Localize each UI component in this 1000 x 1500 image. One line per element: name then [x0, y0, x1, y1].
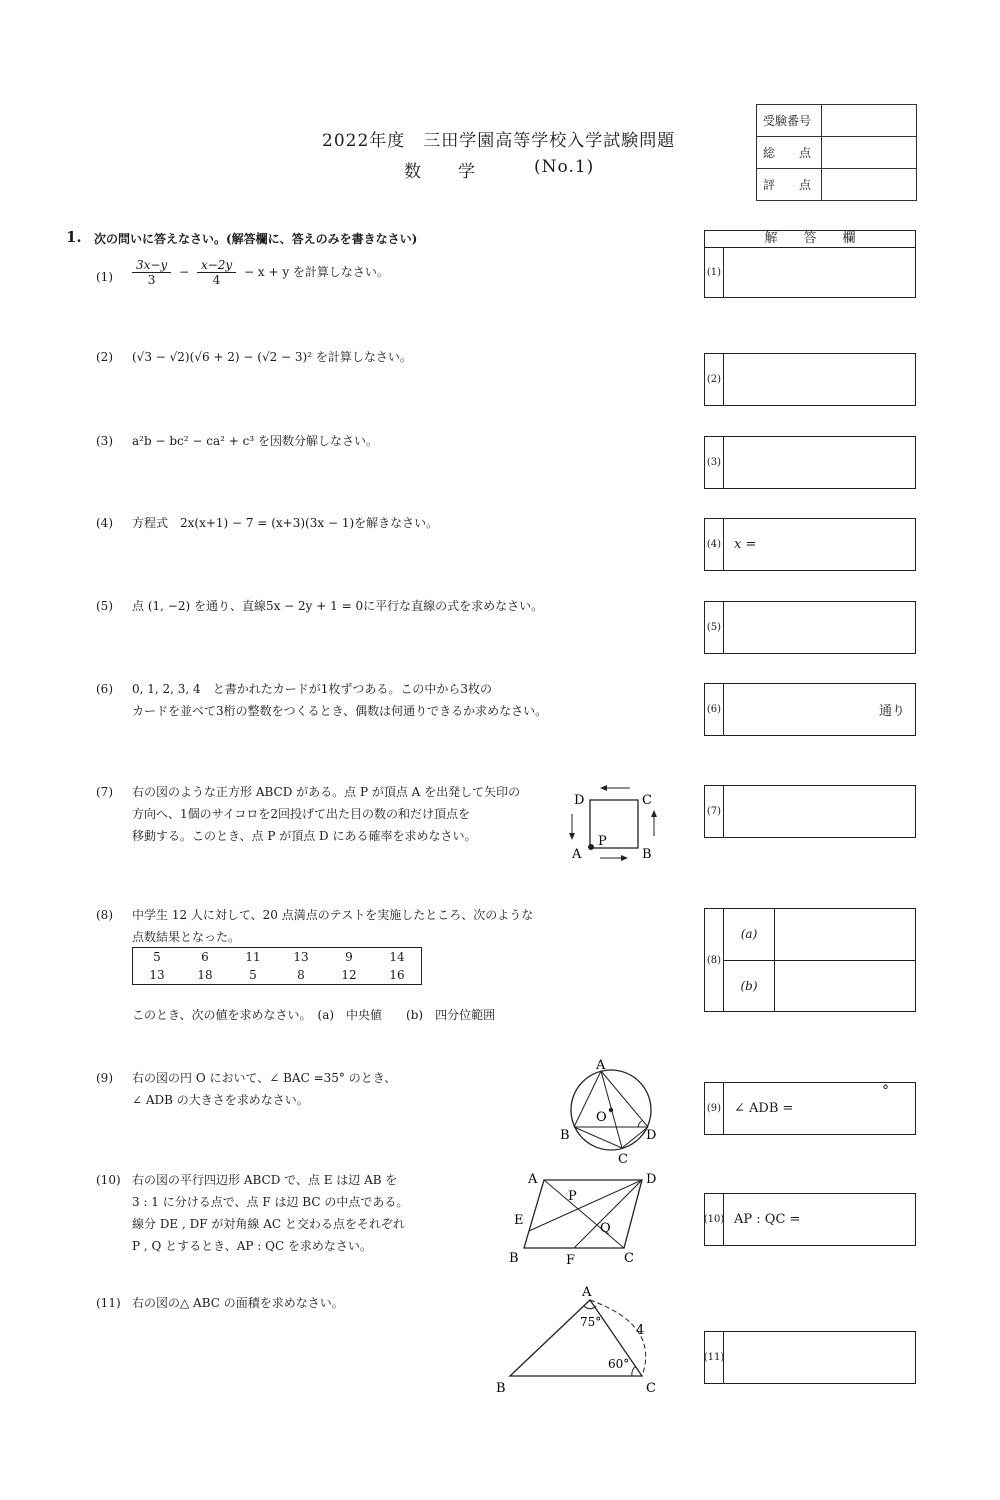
parallelogram-abcd: [524, 1180, 642, 1248]
answer-7-number: (7): [705, 786, 724, 837]
answer-1-number: (1): [705, 248, 724, 297]
q6-number: (6): [96, 682, 113, 696]
q8-line1: 中学生 12 人に対して、20 点満点のテストを実施したところ、次のような: [132, 908, 534, 922]
answer-6-number: (6): [705, 684, 724, 735]
label-c: C: [618, 1152, 628, 1165]
q10-line2: 3 : 1 に分ける点で、点 F は辺 BC の中点である。: [132, 1195, 409, 1209]
label-f: F: [566, 1253, 576, 1268]
total-score-field[interactable]: [822, 137, 917, 169]
q11-number: (11): [96, 1296, 121, 1310]
angle-c-label: 60°: [608, 1357, 630, 1371]
label-a: A: [572, 847, 582, 862]
score-box: [756, 104, 917, 201]
answer-1-field[interactable]: [724, 248, 915, 297]
q7-line3: 移動する。このとき、点 P が頂点 D にある確率を求めなさい。: [132, 829, 477, 843]
answer-11-box: [704, 1331, 916, 1384]
q10-line3: 線分 DE , DF が対角線 AC と交わる点をそれぞれ: [132, 1217, 405, 1231]
q6-line2: カードを並べて3桁の整数をつくるとき、偶数は何通りできるか求めなさい。: [132, 704, 548, 718]
q8-line2: 点数結果となった。: [132, 930, 241, 944]
q7-line1: 右の図のような正方形 ABCD がある。点 P が頂点 A を出発して矢印の: [132, 785, 521, 799]
answer-8b-field[interactable]: [775, 961, 915, 1012]
arrow-bottom-head: [621, 855, 628, 861]
table-cell: 5: [153, 950, 161, 964]
table-cell: 5: [249, 968, 257, 982]
q8-number: (8): [96, 908, 113, 922]
segment-de: [529, 1180, 642, 1231]
answer-8-number: (8): [705, 909, 724, 1011]
answer-7-field[interactable]: [724, 786, 915, 837]
q9-line1: 右の図の円 O において、∠ BAC =35° のとき、: [132, 1071, 397, 1085]
section-instruction: 次の問いに答えなさい。(解答欄に、答えのみを書きなさい): [94, 232, 418, 246]
q1-frac2-num: x−2y: [197, 258, 236, 273]
arrow-top-head: [600, 785, 607, 791]
answer-3-field[interactable]: [724, 437, 915, 488]
answer-9-prefix: ∠ ADB =: [734, 1101, 794, 1116]
page-number: (No.1): [534, 157, 595, 177]
score-table: [132, 947, 422, 985]
q1-frac1-den: 3: [147, 273, 156, 287]
point-p: [588, 844, 594, 850]
table-cell: 6: [201, 950, 209, 964]
q1-tail: − x + y を計算しなさい。: [244, 265, 389, 279]
answer-4-field[interactable]: [724, 519, 915, 570]
answer-8a-label: (a): [724, 909, 775, 960]
table-cell: 12: [341, 968, 357, 982]
q1-frac2-den: 4: [212, 273, 221, 287]
label-c: C: [624, 1251, 634, 1266]
q2-number: (2): [96, 350, 113, 364]
parallelogram-figure: [504, 1166, 664, 1270]
answer-9-field[interactable]: [724, 1083, 915, 1134]
angle-a-label: 75°: [580, 1315, 602, 1329]
answer-10-number: (10): [705, 1194, 724, 1245]
square-figure: [560, 778, 670, 868]
circle-figure: [556, 1055, 666, 1165]
label-q: Q: [600, 1221, 611, 1236]
q3-number: (3): [96, 434, 113, 448]
triangle-figure: [490, 1280, 670, 1400]
q11-text: 右の図の△ ABC の面積を求めなさい。: [132, 1296, 344, 1310]
answer-2-field[interactable]: [724, 354, 915, 405]
answer-5-box: [704, 601, 916, 654]
answer-10-box: [704, 1193, 916, 1246]
section-number: 1.: [66, 228, 82, 246]
answer-9-box: [704, 1082, 916, 1135]
answer-9-degree: °: [882, 1083, 889, 1099]
answer-6-suffix: 通り: [878, 704, 905, 719]
answer-2-box: [704, 353, 916, 406]
label-a: A: [528, 1172, 538, 1187]
table-cell: 13: [149, 968, 165, 982]
arrow-left-head: [569, 833, 575, 840]
table-cell: 11: [245, 950, 261, 964]
answer-5-field[interactable]: [724, 602, 915, 653]
q2-text: (√3 − √2)(√6 + 2) − (√2 − 3)² を計算しなさい。: [132, 350, 412, 364]
q10-line1: 右の図の平行四辺形 ABCD で、点 E は辺 AB を: [132, 1173, 398, 1187]
answer-8a-field[interactable]: [775, 909, 915, 960]
table-cell: 16: [389, 968, 405, 982]
answer-8-box: [704, 908, 916, 1012]
label-b: B: [560, 1128, 570, 1143]
answer-3-box: [704, 436, 916, 489]
label-d: D: [646, 1172, 657, 1187]
answer-5-number: (5): [705, 602, 724, 653]
answer-10-field[interactable]: [724, 1194, 915, 1245]
q5-number: (5): [96, 599, 113, 613]
table-cell: 9: [345, 950, 353, 964]
answer-11-number: (11): [705, 1332, 724, 1383]
center-o: [609, 1108, 613, 1112]
q4-text: 方程式 2x(x+1) − 7 = (x+3)(3x − 1)を解きなさい。: [132, 516, 439, 530]
q7-number: (7): [96, 785, 113, 799]
answer-8b-row: [724, 961, 915, 1012]
answer-column-title: 解 答 欄: [705, 231, 915, 248]
answer-8b-label: (b): [724, 961, 775, 1012]
answer-column-header-box: [704, 230, 916, 298]
answer-4-number: (4): [705, 519, 724, 570]
table-cell: 18: [197, 968, 213, 982]
q1-frac1-num: 3x−y: [132, 258, 171, 273]
q6-line1: 0, 1, 2, 3, 4 と書かれたカードが1枚ずつある。この中から3枚の: [132, 682, 492, 696]
label-b: B: [509, 1251, 519, 1266]
label-d: D: [574, 793, 585, 808]
q7-line2: 方向へ、1個のサイコロを2回投げて出た目の数の和だけ頂点を: [132, 807, 470, 821]
answer-9-number: (9): [705, 1083, 724, 1134]
answer-10-prefix: AP : QC =: [734, 1212, 801, 1227]
answer-3-number: (3): [705, 437, 724, 488]
label-e: E: [514, 1213, 524, 1228]
label-a: A: [596, 1058, 606, 1073]
grade-label: 評 点: [757, 169, 822, 201]
answer-8a-row: [724, 909, 915, 961]
q1-number: (1): [96, 270, 113, 284]
q9-line2: ∠ ADB の大きさを求めなさい。: [132, 1093, 309, 1107]
answer-4-box: [704, 518, 916, 571]
q5-text: 点 (1, −2) を通り、直線5x − 2y + 1 = 0に平行な直線の式を求めなさい。: [132, 599, 544, 613]
answer-11-field[interactable]: [724, 1332, 915, 1383]
q4-number: (4): [96, 516, 113, 530]
label-b: B: [496, 1381, 506, 1396]
label-a: A: [582, 1285, 592, 1300]
answer-6-field[interactable]: [724, 684, 915, 735]
label-d: D: [646, 1128, 657, 1143]
exam-number-label: 受験番号: [757, 105, 822, 137]
q10-number: (10): [96, 1173, 121, 1187]
angle-mark-d: [638, 1121, 642, 1127]
chord-ad: [601, 1071, 648, 1127]
label-p: P: [568, 1189, 577, 1204]
table-cell: 14: [389, 950, 405, 964]
answer-6-box: [704, 683, 916, 736]
q1-text: $\frac{3x-y}{3}$ − $\frac{x-2y}{4}$ − x + y を計算しなさい。: [128, 258, 389, 287]
total-score-label: 総 点: [757, 137, 822, 169]
subject-title: 数 学: [404, 162, 476, 182]
table-cell: 8: [297, 968, 305, 982]
exam-title: 2022年度 三田学園高等学校入学試験問題: [322, 131, 676, 151]
label-b: B: [642, 847, 652, 862]
chord-cd: [622, 1127, 648, 1148]
label-c: C: [646, 1381, 656, 1396]
answer-4-prefix: x =: [734, 537, 757, 552]
answer-2-number: (2): [705, 354, 724, 405]
grade-field[interactable]: [822, 169, 917, 201]
answer-7-box: [704, 785, 916, 838]
arrow-right-head: [651, 810, 657, 817]
label-c: C: [642, 793, 652, 808]
q8-line3: このとき、次の値を求めなさい。 (a) 中央値 (b) 四分位範囲: [132, 1008, 496, 1022]
q9-number: (9): [96, 1071, 113, 1085]
label-p: P: [598, 834, 607, 849]
angle-mark-c: [632, 1366, 636, 1376]
exam-number-field[interactable]: [822, 105, 917, 137]
label-o: O: [596, 1110, 607, 1125]
side-label: 4: [636, 1323, 645, 1338]
q10-line4: P , Q とするとき、AP : QC を求めなさい。: [132, 1239, 372, 1253]
q3-text: a²b − bc² − ca² + c³ を因数分解しなさい。: [132, 434, 378, 448]
table-cell: 13: [293, 950, 309, 964]
